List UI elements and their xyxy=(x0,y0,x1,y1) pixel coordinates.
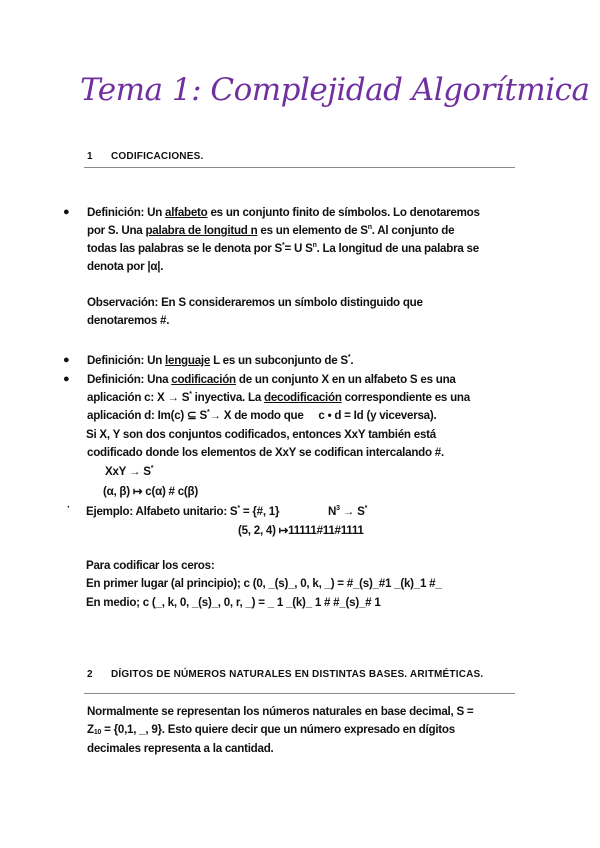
text-line: codificado donde los elementos de XxY se codifican intercalando #. xyxy=(87,446,444,459)
paragraph-line: Normalmente se representan los números naturales en base decimal, S = xyxy=(87,705,474,718)
text-line: Para codificar los ceros: xyxy=(86,559,215,572)
bullet-icon: ● xyxy=(63,206,70,218)
section-number: 2 xyxy=(87,669,93,680)
text-line: Si X, Y son dos conjuntos codificados, entonces XxY también está xyxy=(86,428,436,441)
paragraph-line: decimales representa a la cantidad. xyxy=(87,742,274,755)
formula: (α, β) ↦ c(α) # c(β) xyxy=(103,485,198,498)
example: Ejemplo: Alfabeto unitario: S* = {#, 1} xyxy=(86,505,280,518)
text-line: En medio; c (_, k, 0, _(s)_, 0, r, _) = _ 1 _(k)_ 1 # #_(s)_# 1 xyxy=(86,596,381,609)
text-line: por S. Una palabra de longitud n es un elemento de $S^n$. Al conjunto de xyxy=(87,224,455,237)
section-title: CODIFICACIONES. xyxy=(111,151,204,162)
divider xyxy=(84,693,515,694)
formula: (5, 2, 4) ↦11111#11#1111 xyxy=(238,524,364,537)
formula: XxY → S* xyxy=(105,465,154,478)
bullet-icon: ● xyxy=(63,354,70,366)
section-heading-1 xyxy=(87,151,203,162)
text-line: denotaremos #. xyxy=(87,314,170,327)
definition-lenguaje: Definición: Un lenguaje L es un subconjunto de S*. xyxy=(87,354,354,367)
document-title: Tema 1: Complejidad Algorítmica xyxy=(80,72,590,108)
observation: Observación: En S consideraremos un símbolo distinguido que xyxy=(87,296,423,309)
bullet-icon: ● xyxy=(63,373,70,385)
divider xyxy=(84,167,515,168)
section-number: 1 xyxy=(87,151,93,162)
definition-codificacion: Definición: Una codificación de un conjunto X en un alfabeto S es una xyxy=(87,373,456,386)
definition-alfabeto: Definición: Un alfabeto es un conjunto finito de símbolos. Lo denotaremos xyxy=(87,206,480,219)
text-line: aplicación c: X → S* inyectiva. La decodificación correspondiente es una xyxy=(87,391,470,404)
section-heading-2 xyxy=(87,669,483,680)
bullet-icon: · xyxy=(67,502,71,513)
text-line: todas las palabras se le denota por S*= U $S^n$. La longitud de una palabra se xyxy=(87,242,479,255)
text-line: aplicación d: Im(c) ⊆ S*→ X de modo que c • d = Id (y viceversa). xyxy=(87,409,437,422)
text-line: En primer lugar (al principio); c (0, _(s)_, 0, k, _) = #_(s)_#1 _(k)_1 #_ xyxy=(86,577,442,590)
text-line: denota por |α|. xyxy=(87,260,164,273)
formula: $N^3 \to S^*$ xyxy=(328,505,368,518)
paragraph-line: $Z_{10} = \{0,1$, _, 9}. Esto quiere decir que un número expresado en dígitos xyxy=(87,723,455,736)
section-title: DÍGITOS DE NÚMEROS NATURALES EN DISTINTAS BASES. ARITMÉTICAS. xyxy=(111,669,484,680)
